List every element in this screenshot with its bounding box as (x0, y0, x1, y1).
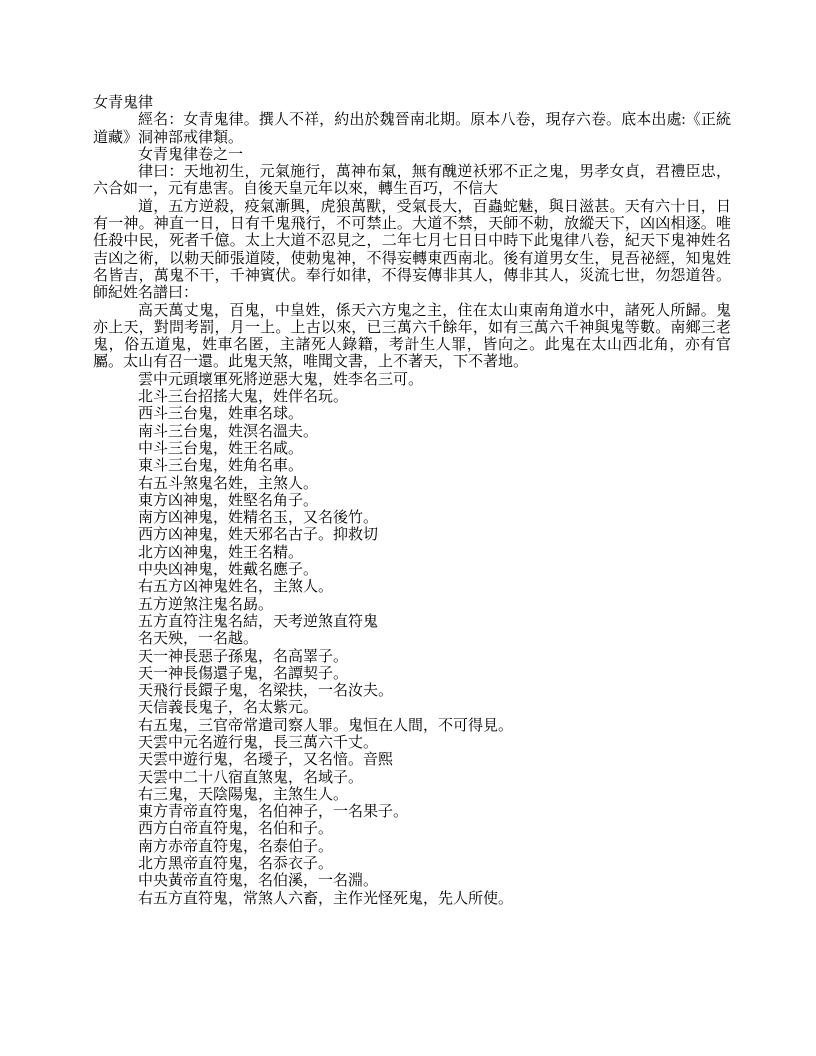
paragraph: 高天萬丈鬼，百鬼，中皇姓，係天六方鬼之主，住在太山東南角道水中，諸死人所歸。鬼亦上天，對問考罰，月一上。上古以來，已三萬六千餘年，如有三萬六千神與鬼等數。南鄉三老鬼，俗五道鬼，姓車名匿，主諸死人錄籍，考計生人罪，皆向之。此鬼在太山西北角，亦有官屬。太山有召一還。此鬼天煞，唯聞文書，上不著天，下不著地。 (93, 302, 731, 371)
paragraph: 律曰：天地初生，元氣施行，萬神布氣，無有醜逆袄邪不正之鬼，男孝女貞，君禮臣忠，六合如一，元有患害。自後天皇元年以來，轉生百巧，不信大 (93, 164, 731, 198)
paragraph: 東斗三台鬼，姓角名車。 (138, 458, 304, 475)
paragraph: 道，五方逆殺，疫氣漸興，虎狼萬獸，受氣長大，百蟲蛇魅，與日滋甚。天有六十日，日有一神。神直一日，日有千鬼飛行，不可禁止。大道不禁，天師不勅，放縱天下，凶凶相逐。唯任殺中民，死者千億。太上大道不忍見之，二年七月七日日中時下此鬼律八卷，紀天下鬼神姓名吉凶之術，以勅天師張道陵，使勅鬼神，不得妄轉東西南北。後有道男女生，見吾祕經，知鬼姓名皆吉，萬鬼不干，千神賓伏。奉行如律，不得妄傳非其人，傳非其人，災流七世，勿怨道咎。師紀姓名譜曰： (93, 198, 731, 302)
paragraph: 南方凶神鬼，姓精名玉，又名後竹。 (138, 510, 379, 527)
paragraph: 西斗三台鬼，姓車名球。 (138, 406, 304, 423)
paragraph: 右五方凶神鬼姓名，主煞人。 (138, 579, 334, 596)
paragraph: 經名：女青鬼律。撰人不祥，約出於魏晉南北期。原本八卷，現存六卷。底本出處:《正統道藏》洞神部戒律類。 (93, 112, 731, 146)
paragraph: 天一神長傷還子鬼，名譚契子。 (138, 665, 349, 682)
paragraph: 中央黃帝直符鬼，名伯溪，一名淵。 (138, 873, 379, 890)
paragraph: 東方凶神鬼，姓堅名角子。 (138, 492, 319, 509)
paragraph: 五方直符注鬼名結，天考逆煞直符鬼 (138, 613, 379, 630)
document-title: 女青鬼律 (93, 95, 154, 111)
paragraph: 北方凶神鬼，姓王名精。 (138, 544, 304, 561)
paragraph: 女青鬼律卷之一 (138, 146, 244, 163)
paragraph: 北斗三台招搖大鬼，姓伴名玩。 (138, 389, 349, 406)
paragraph: 中斗三台鬼，姓王名咸。 (138, 440, 304, 457)
paragraph: 北方黑帝直符鬼，名忝衣子。 (138, 856, 334, 873)
paragraph: 天雲中二十八宿直煞鬼，名域子。 (138, 769, 364, 786)
paragraph: 右五鬼，三官帝常遣司察人罪。鬼恒在人間，不可得見。 (138, 717, 514, 734)
paragraph: 天信義長鬼子，名太紫元。 (138, 700, 319, 717)
paragraph-container (93, 112, 731, 908)
paragraph: 中央凶神鬼，姓戴名應子。 (138, 562, 319, 579)
paragraph: 西方凶神鬼，姓天邪名古子。抑救切 (138, 527, 379, 544)
paragraph: 右五斗煞鬼名姓，主煞人。 (138, 475, 319, 492)
paragraph: 西方白帝直符鬼，名伯和子。 (138, 821, 334, 838)
paragraph: 右三鬼，天陰陽鬼，主煞生人。 (138, 786, 349, 803)
paragraph: 天一神長惡子孫鬼，名高睪子。 (138, 648, 349, 665)
paragraph: 右五方直符鬼，常煞人六畜，主作光怪死鬼，先人所使。 (138, 890, 514, 907)
paragraph: 天飛行長鐶子鬼，名梁扶，一名汝夫。 (138, 683, 394, 700)
paragraph: 名天殃，一名越。 (138, 631, 259, 648)
paragraph: 南方赤帝直符鬼，名泰伯子。 (138, 838, 334, 855)
paragraph: 南斗三台鬼，姓溟名溫夫。 (138, 423, 319, 440)
document-body (93, 95, 731, 908)
paragraph: 五方逆煞注鬼名勗。 (138, 596, 274, 613)
paragraph: 東方青帝直符鬼，名伯神子，一名果子。 (138, 804, 409, 821)
paragraph: 天雲中元名遊行鬼，長三萬六千丈。 (138, 734, 379, 751)
paragraph: 雲中元頭壞軍死將逆惡大鬼，姓李名三可。 (138, 371, 424, 388)
paragraph: 天雲中遊行鬼，名璦子，又名愔。音熙 (138, 752, 394, 769)
